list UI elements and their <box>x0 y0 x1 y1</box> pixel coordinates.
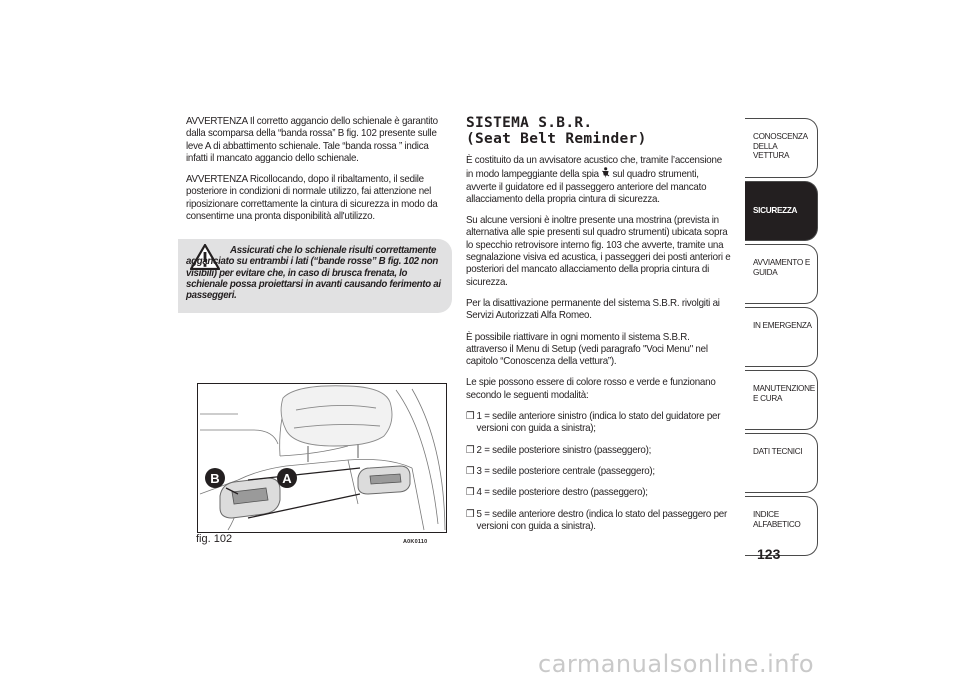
sbr-reactivation: È possibile riattivare in ogni momento il sistema S.B.R. attraverso il Menu di Setup (vedi paragrafo "Voci Menu" nel capitolo “Conoscenza della vettura”). <box>466 331 708 368</box>
sbr-lamps-intro: Le spie possono essere di colore rosso e verde e funzionano secondo le seguenti modalità: <box>466 377 716 401</box>
list-item <box>466 411 731 436</box>
bullet-checkbox-icon: ❒ <box>466 487 475 499</box>
list-item-text: 1 = sedile anteriore sinistro (indica lo stato del guidatore per versioni con guida a sinistra); <box>476 411 721 435</box>
list-item <box>466 466 731 478</box>
warning-note-seatbelt: AVVERTENZA Ricollocando, dopo il ribaltamento, il sedile posteriore in condizioni di normale utilizzo, fai attenzione nel riposizionare correttamente la cintura di sicurezza in modo da consentirne una pronta disponibilità all'utilizzo. <box>186 174 438 223</box>
sbr-mirror-display: Su alcune versioni è inoltre presente una mostrina (prevista in alternativa alle spie presenti sul quadro strumenti) ubicata sopra lo specchio retrovisore interno fig. 103 che avverte, tramite una segnalazione visiva ed acustica, i passeggeri dei posti anteriori e posteriori del mancato allacciamento della propria cintura di sicurezza. <box>466 215 731 288</box>
tab-conoscenza-della-vettura[interactable] <box>745 118 818 178</box>
callout-a-label: A <box>282 471 292 486</box>
safety-warning-box <box>178 239 452 313</box>
tab-manutenzione-e-cura[interactable] <box>745 370 818 430</box>
list-item-text: 5 = sedile anteriore destro (indica lo stato del passeggero per versioni con guida a sinistra). <box>476 508 728 532</box>
sbr-intro-start: È costituito da un avvisatore acustico che, tramite l’accensione in modo lampeggiante della spia <box>466 155 722 181</box>
site-watermark: carmanualsonline.info <box>538 650 815 678</box>
bullet-checkbox-icon: ❒ <box>466 444 475 456</box>
list-item <box>466 487 731 499</box>
seat-latch-illustration <box>198 384 446 532</box>
list-item <box>466 445 731 457</box>
tab-label: IN EMERGENZA <box>753 321 812 330</box>
tab-label: MANUTENZIONE E CURA <box>753 384 815 403</box>
tab-dati-tecnici[interactable] <box>745 433 818 493</box>
tab-avviamento-e-guida[interactable] <box>745 244 818 304</box>
sbr-intro-end: sul quadro strumenti, avverte il guidatore ed il passeggero anteriore del mancato allacciamento della propria cintura di sicurezza. <box>466 169 707 205</box>
list-item <box>466 509 731 534</box>
left-column <box>186 116 452 232</box>
tab-sicurezza[interactable] <box>745 181 818 241</box>
chapter-tabs <box>745 118 818 559</box>
tab-label: DATI TECNICI <box>753 447 803 456</box>
tab-indice-alfabetico[interactable] <box>745 496 818 556</box>
list-item-text: 2 = sedile posteriore sinistro (passeggero); <box>476 444 652 456</box>
sbr-intro <box>466 155 731 206</box>
warning-note-latch: AVVERTENZA Il corretto aggancio dello schienale è garantito dalla scomparsa della “banda rossa” B fig. 102 presente sulle leve A di abbattimento schienale. Tale “banda rossa ” indica infatti il mancato aggancio dello schienale. <box>186 116 438 164</box>
bullet-checkbox-icon: ❒ <box>466 508 475 520</box>
bullet-checkbox-icon: ❒ <box>466 465 475 477</box>
seatbelt-warning-icon <box>601 167 610 178</box>
list-item-text: 3 = sedile posteriore centrale (passeggero); <box>476 465 655 477</box>
figure-caption: fig. 102 <box>196 533 233 545</box>
list-item-text: 4 = sedile posteriore destro (passeggero); <box>476 487 648 499</box>
sbr-deactivation: Per la disattivazione permanente del sistema S.B.R. rivolgiti ai Servizi Autorizzati Alfa Romeo. <box>466 297 720 322</box>
section-title-line2: (Seat Belt Reminder) <box>466 130 647 147</box>
sbr-section <box>466 116 742 542</box>
tab-label: CONOSCENZA DELLA VETTURA <box>753 132 808 160</box>
page-number: 123 <box>757 546 781 562</box>
bullet-checkbox-icon: ❒ <box>466 411 475 423</box>
section-title <box>466 116 742 147</box>
tab-label: SICUREZZA <box>753 206 798 215</box>
tab-label: INDICE ALFABETICO <box>753 510 801 529</box>
tab-in-emergenza[interactable] <box>745 307 818 367</box>
tab-label: AVVIAMENTO E GUIDA <box>753 258 811 277</box>
callout-b-label: B <box>210 471 220 486</box>
seat-latch-figure <box>197 383 447 533</box>
figure-code: A0K0110 <box>403 539 428 545</box>
safety-warning-text: Assicurati che lo schienale risulti correttamente agganciato su entrambi i lati (“bande rosse” B fig. 102 non visibili) per evitare che, in caso di brusca frenata, lo schienale possa proiettarsi in avanti causando ferimento ai passeggeri. <box>186 245 441 302</box>
section-title-line1: SISTEMA S.B.R. <box>466 115 593 131</box>
